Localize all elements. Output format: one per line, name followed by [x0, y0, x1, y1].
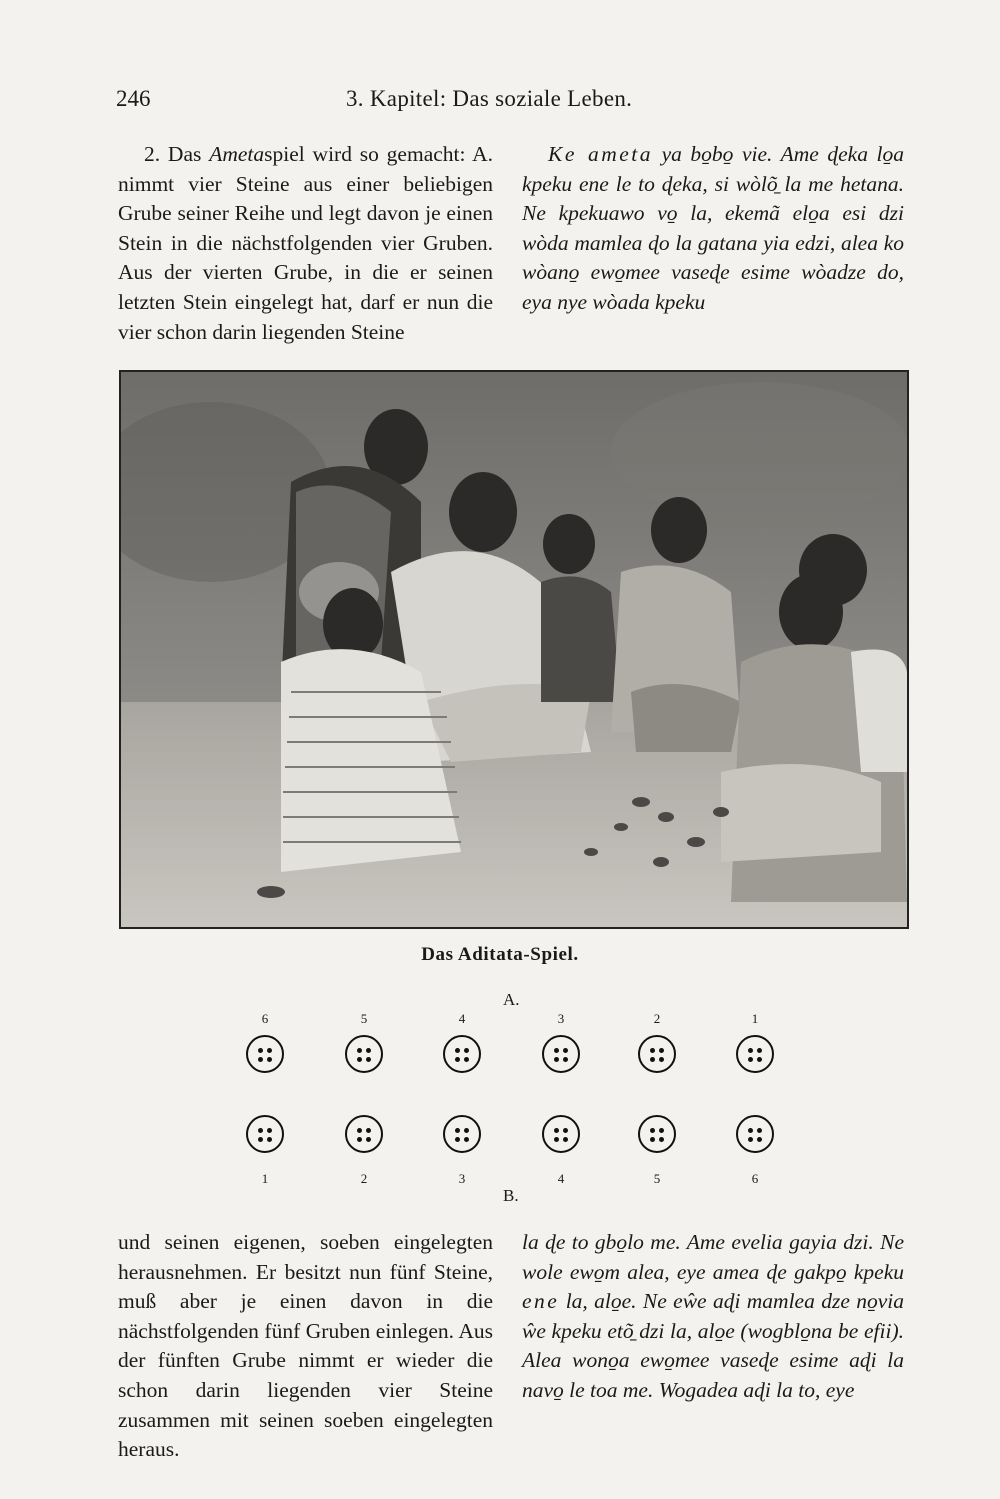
ewe-paragraph-top — [522, 140, 904, 318]
stone — [464, 1048, 469, 1053]
stone — [554, 1137, 559, 1142]
stone — [563, 1048, 568, 1053]
stone — [455, 1137, 460, 1142]
stone — [650, 1057, 655, 1062]
stone — [464, 1128, 469, 1133]
pit-number-b-1: 1 — [261, 1171, 269, 1186]
pit-b-3 — [443, 1115, 481, 1153]
stone — [267, 1048, 272, 1053]
board-row-a-label: A. — [503, 990, 520, 1009]
stone — [748, 1057, 753, 1062]
pit-number-b-3: 3 — [458, 1171, 466, 1186]
stone — [258, 1137, 263, 1142]
stone — [357, 1128, 362, 1133]
stone — [464, 1057, 469, 1062]
pit-number-a-2: 2 — [653, 1011, 661, 1026]
figure-caption: Das Aditata-Spiel. — [421, 944, 579, 965]
german-paragraph-top — [118, 140, 493, 347]
photo-illustration — [121, 372, 907, 927]
pit-number-b-4: 4 — [557, 1171, 565, 1186]
stone — [267, 1137, 272, 1142]
pit-number-a-6: 6 — [261, 1011, 269, 1026]
ewe-text-bottom — [522, 1228, 904, 1406]
stone — [563, 1057, 568, 1062]
pit-a-2 — [638, 1035, 676, 1073]
stone — [554, 1057, 559, 1062]
stone — [563, 1137, 568, 1142]
stone — [650, 1048, 655, 1053]
stone — [757, 1057, 762, 1062]
stone — [464, 1137, 469, 1142]
stone — [455, 1128, 460, 1133]
stone — [366, 1048, 371, 1053]
stone — [366, 1128, 371, 1133]
german-rest: spiel wird so gemacht: A. nimmt vier Steine aus einer beliebigen Grube seiner Reihe und legt davon je einen Stein in die nächstfolgenden vier Gruben. Aus der vierten Grube, in die er seinen letzten Stein eingelegt hat, darf er nun die vier schon darin liegenden Steine — [118, 142, 494, 344]
stone — [455, 1048, 460, 1053]
ewe-bottom-part2: la, alo̱e. Ne eŵe aɖi mamlea dze no̱via ŵe kpeku etõ̱ dzi la, alo̱e (wogblo̱na be efii). Alea wono̱a ewo̱mee vaseɖe esime aɖi la navo̱ le toa me. Wogadea aɖi la to, eye — [522, 1289, 904, 1402]
stone — [258, 1128, 263, 1133]
stone — [757, 1137, 762, 1142]
stone — [267, 1128, 272, 1133]
board-row-b-label: B. — [503, 1186, 519, 1205]
running-title: 3. Kapitel: Das soziale Leben. — [346, 86, 633, 111]
pit-a-1 — [736, 1035, 774, 1073]
ewe-text-top — [522, 140, 904, 318]
stone — [659, 1137, 664, 1142]
ewe-spaced-start: Ke ameta — [548, 142, 653, 166]
stone — [659, 1048, 664, 1053]
ewe-paragraph-bottom — [522, 1228, 904, 1406]
stone — [267, 1057, 272, 1062]
stone — [258, 1057, 263, 1062]
photograph — [119, 370, 909, 929]
pit-a-5 — [345, 1035, 383, 1073]
pit-a-3 — [542, 1035, 580, 1073]
pit-a-4 — [443, 1035, 481, 1073]
pit-number-a-3: 3 — [557, 1011, 565, 1026]
stone — [659, 1057, 664, 1062]
stone — [748, 1128, 753, 1133]
german-italic-word: Ameta — [209, 142, 265, 166]
pit-number-b-5: 5 — [653, 1171, 661, 1186]
stone — [357, 1137, 362, 1142]
stone — [659, 1128, 664, 1133]
ewe-bottom-part1: la ɖe to gbo̱lo me. Ame evelia gayia dzi. Ne wole ewo̱m alea, eye amea ɖe gakpo̱ kpeku — [522, 1230, 904, 1284]
pit-number-b-2: 2 — [360, 1171, 368, 1186]
german-text-bottom — [118, 1228, 493, 1465]
stone — [650, 1128, 655, 1133]
stone — [554, 1128, 559, 1133]
pit-number-a-1: 1 — [751, 1011, 759, 1026]
stone — [554, 1048, 559, 1053]
stone — [357, 1057, 362, 1062]
pit-number-a-4: 4 — [458, 1011, 466, 1026]
stone — [748, 1137, 753, 1142]
stone — [455, 1057, 460, 1062]
german-prefix: 2. Das — [144, 142, 210, 166]
stone — [563, 1128, 568, 1133]
ewe-rest: ya bo̱bo̱ vie. Ame ɖeka lo̱a kpeku ene le to ɖeka, si wòlõ̱ la me hetana. Ne kpekuawo vo̱ la, ekemã elo̱a esi dzi wòda mamlea ɖo la gatana yia edzi, alea ko wòano̱ ewo̱mee vaseɖe esime wòadze do, eya nye wòada kpeku — [522, 142, 904, 314]
pit-b-1 — [246, 1115, 284, 1153]
stone — [366, 1137, 371, 1142]
stone — [757, 1048, 762, 1053]
stone — [757, 1128, 762, 1133]
stone — [357, 1048, 362, 1053]
pit-a-6 — [246, 1035, 284, 1073]
stone — [650, 1137, 655, 1142]
pit-b-2 — [345, 1115, 383, 1153]
ewe-bottom-spaced: ene — [522, 1289, 560, 1314]
stone — [748, 1048, 753, 1053]
stone — [258, 1048, 263, 1053]
page-number: 246 — [116, 86, 151, 111]
german-text-top — [118, 140, 493, 347]
pit-b-5 — [638, 1115, 676, 1153]
stone — [366, 1057, 371, 1062]
pit-b-4 — [542, 1115, 580, 1153]
german-paragraph-bottom: und seinen eigenen, soeben eingelegten herausnehmen. Er besitzt nun fünf Steine, muß aber je einen davon in die nächstfolgenden fünf Gruben einlegen. Aus der fünften Grube nimmt er wieder die schon darin liegenden vier Steine zusammen mit seinen soeben eingelegten heraus. — [118, 1230, 493, 1462]
pit-b-6 — [736, 1115, 774, 1153]
pit-number-b-6: 6 — [751, 1171, 759, 1186]
pit-number-a-5: 5 — [360, 1011, 368, 1026]
